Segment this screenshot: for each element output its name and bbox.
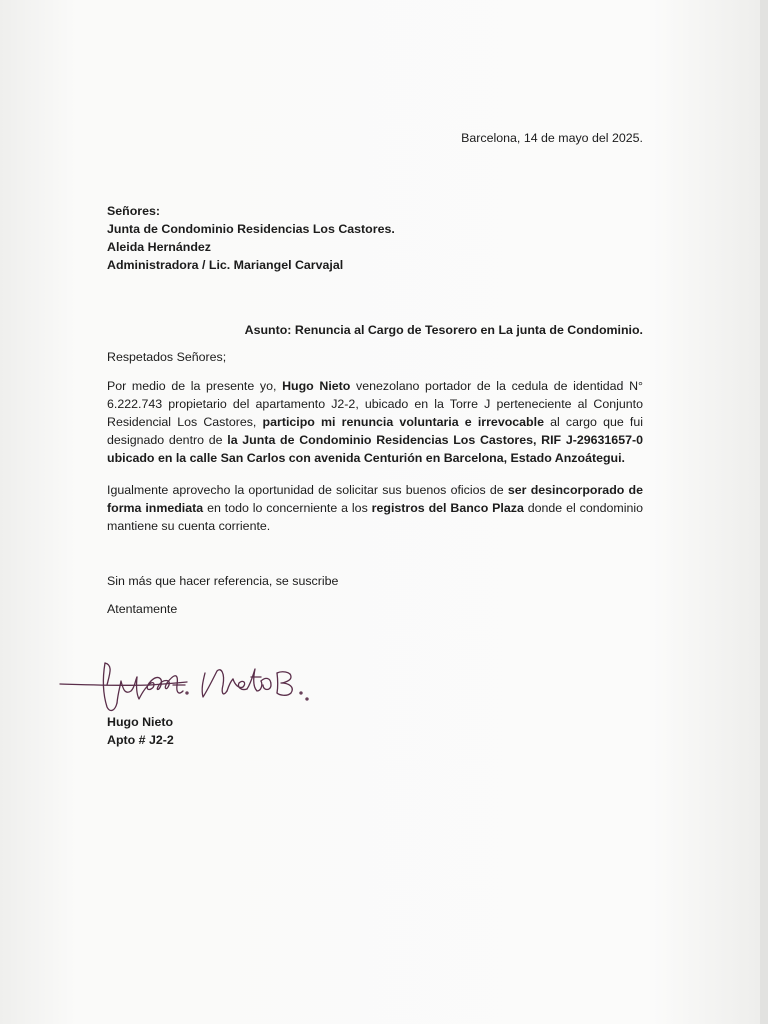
place-date: Barcelona, 14 de mayo del 2025. <box>461 131 643 145</box>
recipient-line-2: Aleida Hernández <box>107 240 211 254</box>
recipient-salutation: Señores: <box>107 204 161 218</box>
recipient-block <box>107 202 395 274</box>
regards-line: Atentamente <box>107 602 178 616</box>
greeting: Respetados Señores; <box>107 350 227 364</box>
scan-edge <box>760 0 768 1024</box>
body-paragraph-1 <box>107 377 643 467</box>
recipient-line-3: Administradora / Lic. Mariangel Carvajal <box>107 258 344 272</box>
p1-text-2: venezolano portador de la cedula de identidad N° 6.222.743 propietario del apartamento J2-2, ubicado en la Torre J perteneciente al Conjunto Residencial Los Castores, <box>107 379 643 429</box>
body-paragraph-2 <box>107 481 643 535</box>
p2-text-2: en todo lo concerniente a los <box>203 501 372 515</box>
p2-bold-1: ser desincorporado de forma inmediata <box>107 483 643 515</box>
handwritten-signature <box>55 655 335 735</box>
signer-unit: Apto # J2-2 <box>107 733 174 747</box>
p2-text-3: donde el condominio mantiene su cuenta corriente. <box>107 501 643 533</box>
p1-bold-1: Hugo Nieto <box>282 379 351 393</box>
p2-bold-2: registros del Banco Plaza <box>371 501 524 515</box>
p1-text-3: al cargo que fui designado dentro de <box>107 415 643 447</box>
p1-bold-3: la Junta de Condominio Residencias Los Castores, RIF J-29631657-0 ubicado en la calle San Carlos con avenida Centurión en Barcelona, Estado Anzoátegui. <box>107 433 643 465</box>
p2-text-1: Igualmente aprovecho la oportunidad de solicitar sus buenos oficios de <box>107 483 508 497</box>
subject-text: Asunto: Renuncia al Cargo de Tesorero en La junta de Condominio. <box>244 323 643 337</box>
closing-line: Sin más que hacer referencia, se suscribe <box>107 574 339 588</box>
recipient-line-1: Junta de Condominio Residencias Los Castores. <box>107 222 395 236</box>
signer-name: Hugo Nieto <box>107 715 174 729</box>
p1-bold-2: participo mi renuncia voluntaria e irrevocable <box>262 415 544 429</box>
signer-block <box>107 713 174 749</box>
p1-text-1: Por medio de la presente yo, <box>107 379 283 393</box>
subject-line <box>107 322 643 339</box>
